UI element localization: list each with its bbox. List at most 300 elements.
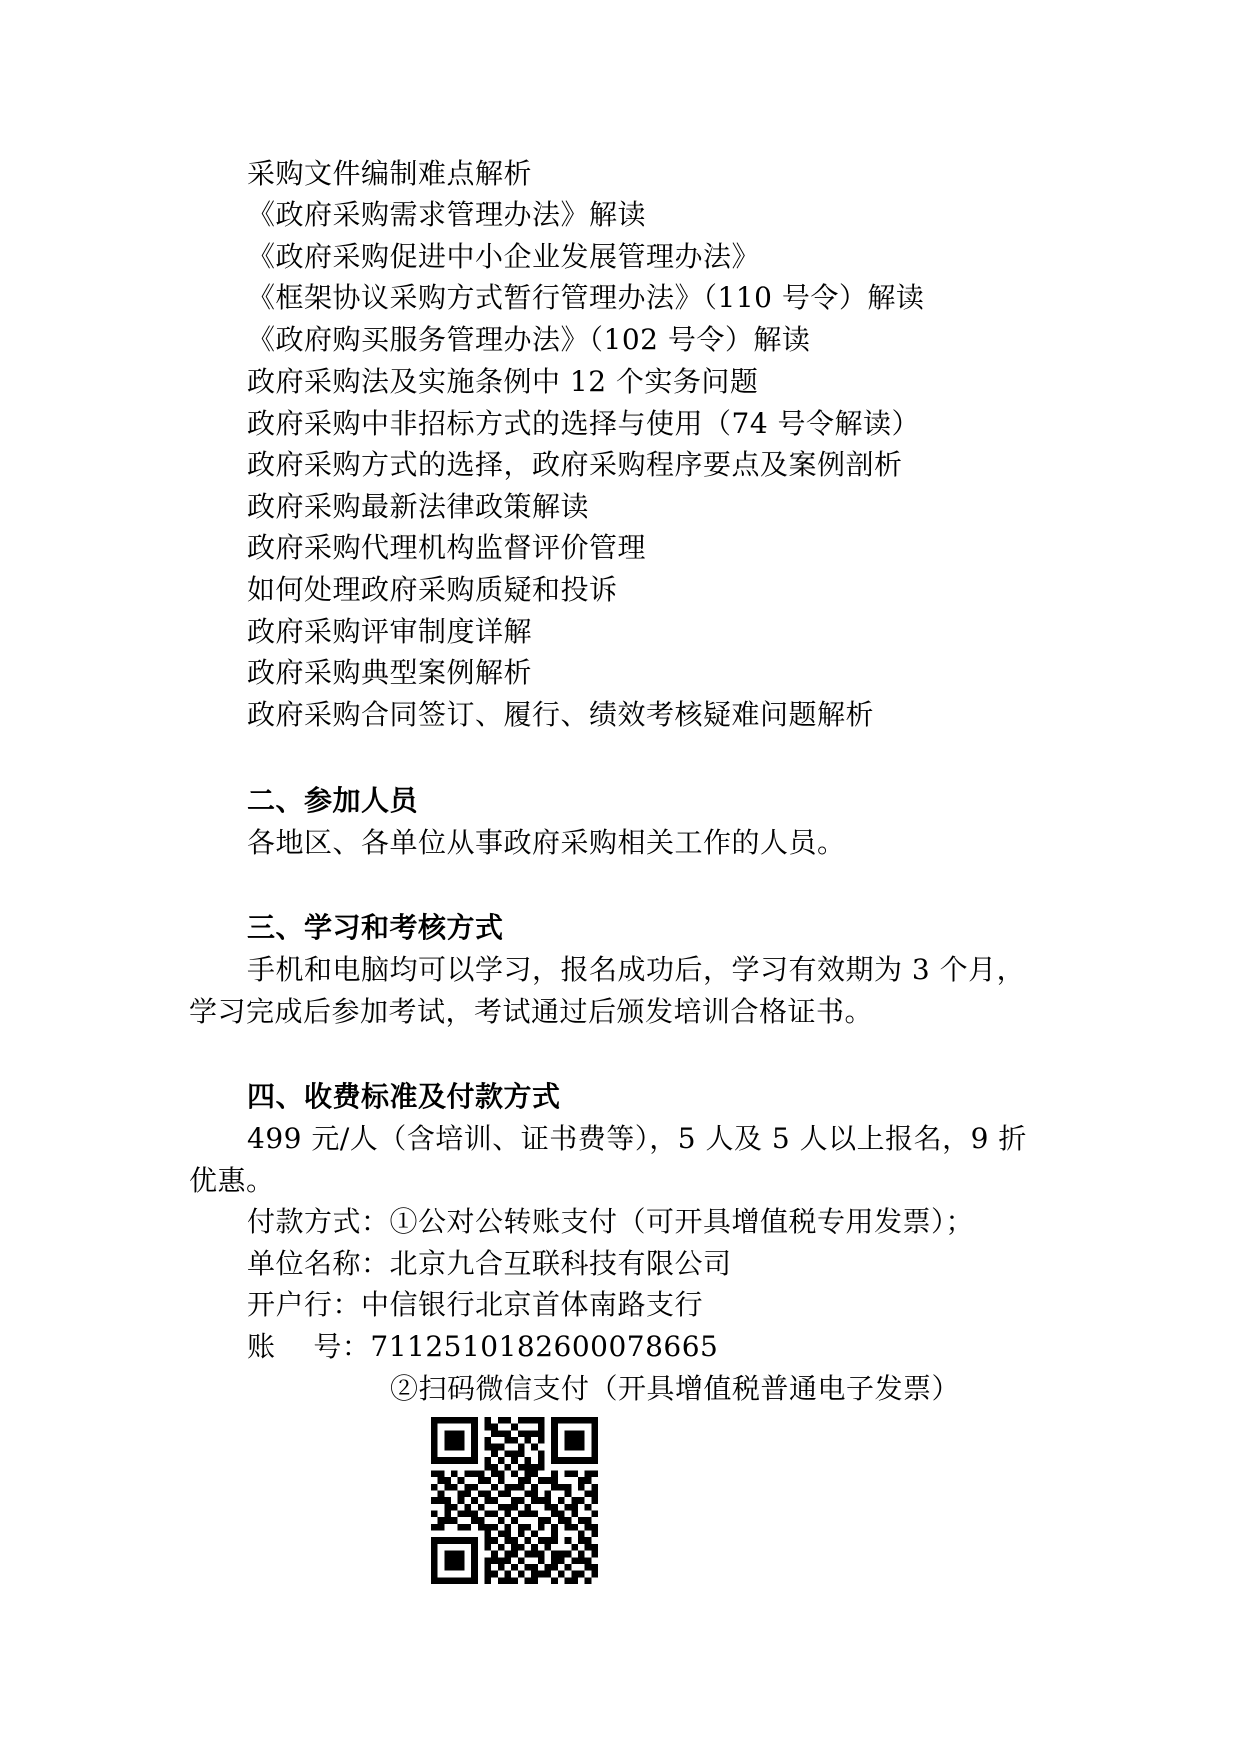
qr-module [478,1517,485,1524]
course-item: 《框架协议采购方式暂行管理办法》（110 号令）解读 [247,281,925,314]
qr-module [571,1457,578,1464]
course-item: 政府采购法及实施条例中 12 个实务问题 [247,365,759,398]
qr-module [504,1571,511,1578]
qr-module [498,1430,505,1437]
qr-module [531,1544,538,1551]
qr-module [558,1497,565,1504]
qr-module [458,1564,465,1571]
qr-module [484,1524,491,1531]
qr-module [585,1517,592,1524]
qr-module [591,1544,598,1551]
qr-module [578,1551,585,1558]
qr-module [464,1417,471,1424]
qr-module [578,1417,585,1424]
section-heading-participants: 二、参加人员 [247,784,419,817]
qr-module [578,1444,585,1451]
qr-module [511,1437,518,1444]
qr-module [571,1544,578,1551]
qr-module [565,1417,572,1424]
qr-module [491,1430,498,1437]
qr-module [518,1524,525,1531]
qr-module [565,1470,572,1477]
qr-module [565,1537,572,1544]
qr-module [438,1477,445,1484]
qr-module [591,1457,598,1464]
qr-module [531,1531,538,1538]
qr-module [578,1477,585,1484]
qr-module [451,1444,458,1451]
course-item: 政府采购中非招标方式的选择与使用（74 号令解读） [247,407,921,440]
qr-module [444,1484,451,1491]
qr-module [585,1504,592,1511]
qr-module [511,1484,518,1491]
qr-module [518,1497,525,1504]
qr-module [558,1417,565,1424]
qr-module [484,1424,491,1431]
company-name: 单位名称：北京九合互联科技有限公司 [247,1247,732,1280]
qr-module [458,1511,465,1518]
qr-module [504,1531,511,1538]
qr-module [565,1564,572,1571]
qr-module [504,1490,511,1497]
qr-module [471,1417,478,1424]
qr-module [565,1430,572,1437]
qr-module [585,1457,592,1464]
qr-module [431,1444,438,1451]
qr-module [571,1470,578,1477]
qr-module [431,1571,438,1578]
qr-module [498,1544,505,1551]
course-item: 《政府购买服务管理办法》（102 号令）解读 [247,323,811,356]
qr-module [565,1457,572,1464]
qr-module [498,1531,505,1538]
qr-module [545,1537,552,1544]
qr-module [525,1437,532,1444]
qr-module [551,1537,558,1544]
qr-module [444,1577,451,1584]
qr-module [538,1517,545,1524]
qr-module [491,1424,498,1431]
bank-name: 开户行：中信银行北京首体南路支行 [247,1288,704,1321]
qr-module [451,1504,458,1511]
qr-module [498,1517,505,1524]
qr-module [504,1551,511,1558]
qr-module [591,1571,598,1578]
qr-module [571,1571,578,1578]
qr-module [565,1437,572,1444]
qr-module [444,1437,451,1444]
qr-module [571,1504,578,1511]
qr-module [484,1464,491,1471]
course-item: 《政府采购促进中小企业发展管理办法》 [247,240,761,273]
qr-module [498,1504,505,1511]
qr-module [585,1477,592,1484]
qr-module [431,1544,438,1551]
qr-module [571,1417,578,1424]
qr-module [525,1417,532,1424]
qr-module [431,1497,438,1504]
qr-module [438,1517,445,1524]
qr-module [531,1577,538,1584]
fee-text-line-1: 499 元/人（含培训、证书费等），5 人及 5 人以上报名，9 折 [247,1122,1027,1155]
qr-module [591,1564,598,1571]
qr-module [438,1577,445,1584]
qr-module [484,1564,491,1571]
qr-module [451,1430,458,1437]
qr-module [451,1457,458,1464]
qr-module [558,1484,565,1491]
qr-module [578,1517,585,1524]
qr-module [451,1417,458,1424]
qr-module [591,1437,598,1444]
qr-module [458,1497,465,1504]
qr-module [585,1470,592,1477]
qr-module [471,1450,478,1457]
qr-module [551,1504,558,1511]
qr-module [484,1477,491,1484]
qr-module [498,1557,505,1564]
qr-module [464,1504,471,1511]
qr-module [511,1450,518,1457]
course-item: 政府采购代理机构监督评价管理 [247,531,647,564]
payment-method-wechat: ②扫码微信支付（开具增值税普通电子发票） [390,1372,961,1405]
qr-module [538,1497,545,1504]
qr-module [451,1470,458,1477]
qr-module [591,1551,598,1558]
qr-module [491,1497,498,1504]
qr-module [551,1430,558,1437]
qr-module [578,1457,585,1464]
qr-module [545,1571,552,1578]
qr-module [511,1457,518,1464]
qr-module [451,1437,458,1444]
qr-module [504,1417,511,1424]
qr-module [444,1430,451,1437]
qr-module [478,1504,485,1511]
qr-module [525,1551,532,1558]
course-item: 政府采购方式的选择，政府采购程序要点及案例剖析 [247,448,903,481]
qr-module [458,1577,465,1584]
course-item: 采购文件编制难点解析 [247,157,533,190]
qr-module [471,1551,478,1558]
qr-module [558,1557,565,1564]
qr-module [464,1524,471,1531]
qr-module [458,1551,465,1558]
course-item: 《政府采购需求管理办法》解读 [247,198,647,231]
qr-module [571,1511,578,1518]
qr-module [558,1457,565,1464]
qr-module [444,1537,451,1544]
qr-module [525,1457,532,1464]
qr-module [545,1504,552,1511]
qr-module [518,1484,525,1491]
qr-module [585,1544,592,1551]
qr-module [464,1484,471,1491]
qr-module [504,1524,511,1531]
qr-module [525,1511,532,1518]
qr-module [458,1490,465,1497]
qr-module [551,1511,558,1518]
qr-module [458,1457,465,1464]
qr-module [471,1537,478,1544]
qr-module [578,1537,585,1544]
qr-module [565,1517,572,1524]
qr-module [531,1571,538,1578]
qr-module [571,1444,578,1451]
qr-module [511,1517,518,1524]
qr-module [591,1531,598,1538]
qr-module [444,1564,451,1571]
qr-module [471,1517,478,1524]
qr-module [558,1571,565,1578]
qr-module [538,1424,545,1431]
qr-module [525,1504,532,1511]
qr-module [431,1557,438,1564]
qr-module [484,1537,491,1544]
qr-module [591,1430,598,1437]
qr-module [565,1484,572,1491]
qr-module [438,1490,445,1497]
qr-module [585,1524,592,1531]
qr-module [518,1450,525,1457]
qr-module [431,1417,438,1424]
qr-module [551,1524,558,1531]
qr-module [431,1551,438,1558]
qr-module [585,1577,592,1584]
qr-module [431,1430,438,1437]
qr-module [578,1484,585,1491]
qr-module [551,1437,558,1444]
qr-module [491,1470,498,1477]
qr-module [551,1424,558,1431]
qr-module [551,1564,558,1571]
qr-module [511,1537,518,1544]
qr-module [531,1490,538,1497]
qr-module [511,1577,518,1584]
qr-module [444,1417,451,1424]
qr-module [504,1484,511,1491]
qr-module [484,1437,491,1444]
qr-module [538,1571,545,1578]
qr-module [438,1537,445,1544]
qr-module [551,1557,558,1564]
qr-module [531,1484,538,1491]
qr-module [491,1557,498,1564]
wechat-pay-qr-code [431,1417,598,1584]
qr-module [578,1497,585,1504]
qr-module [491,1464,498,1471]
qr-module [478,1477,485,1484]
qr-module [518,1464,525,1471]
qr-module [531,1564,538,1571]
qr-module [531,1497,538,1504]
qr-module [585,1537,592,1544]
qr-module [531,1417,538,1424]
qr-module [518,1477,525,1484]
qr-module [591,1490,598,1497]
qr-module [591,1470,598,1477]
qr-module [451,1564,458,1571]
qr-module [471,1511,478,1518]
qr-module [504,1557,511,1564]
qr-module [531,1464,538,1471]
qr-module [471,1497,478,1504]
qr-module [538,1437,545,1444]
qr-module [444,1551,451,1558]
qr-module [571,1524,578,1531]
qr-module [551,1470,558,1477]
qr-module [471,1564,478,1571]
qr-module [471,1457,478,1464]
qr-module [511,1504,518,1511]
qr-module [545,1497,552,1504]
qr-module [471,1470,478,1477]
qr-module [591,1444,598,1451]
qr-module [491,1511,498,1518]
qr-module [431,1564,438,1571]
qr-module [451,1484,458,1491]
qr-module [525,1470,532,1477]
qr-module [484,1444,491,1451]
qr-module [538,1551,545,1558]
qr-module [504,1511,511,1518]
qr-module [498,1444,505,1451]
qr-module [438,1497,445,1504]
qr-module [545,1564,552,1571]
qr-module [511,1470,518,1477]
qr-module [504,1537,511,1544]
account-number: 账 号：7112510182600078665 [247,1330,719,1363]
qr-module [571,1497,578,1504]
qr-module [471,1544,478,1551]
qr-module [525,1464,532,1471]
qr-module [431,1470,438,1477]
qr-module [571,1577,578,1584]
qr-module [538,1464,545,1471]
qr-module [551,1417,558,1424]
qr-module [451,1551,458,1558]
qr-module [591,1417,598,1424]
qr-module [444,1477,451,1484]
qr-module [444,1497,451,1504]
qr-module [531,1470,538,1477]
qr-module [504,1437,511,1444]
fee-text-line-2: 优惠。 [189,1164,275,1197]
qr-module [591,1424,598,1431]
qr-module [578,1557,585,1564]
qr-module [511,1551,518,1558]
qr-module [591,1450,598,1457]
qr-module [551,1531,558,1538]
qr-module [504,1577,511,1584]
qr-module [491,1537,498,1544]
qr-module [578,1437,585,1444]
qr-module [471,1571,478,1578]
qr-module [438,1457,445,1464]
qr-module [578,1531,585,1538]
qr-module [431,1437,438,1444]
qr-module [511,1424,518,1431]
qr-module [518,1444,525,1451]
qr-module [511,1564,518,1571]
qr-module [478,1524,485,1531]
qr-module [571,1557,578,1564]
qr-module [444,1557,451,1564]
qr-module [538,1417,545,1424]
qr-module [484,1490,491,1497]
qr-module [565,1524,572,1531]
qr-module [464,1537,471,1544]
qr-module [458,1557,465,1564]
qr-module [571,1430,578,1437]
qr-module [484,1577,491,1584]
qr-module [525,1577,532,1584]
qr-module [504,1464,511,1471]
qr-module [471,1484,478,1491]
qr-module [504,1504,511,1511]
course-item: 政府采购合同签订、履行、绩效考核疑难问题解析 [247,698,875,731]
qr-module [484,1557,491,1564]
qr-module [538,1537,545,1544]
qr-module [464,1470,471,1477]
qr-module [444,1504,451,1511]
qr-module [518,1544,525,1551]
qr-module [585,1564,592,1571]
qr-module [538,1457,545,1464]
qr-module [458,1430,465,1437]
qr-module [551,1484,558,1491]
qr-module [471,1424,478,1431]
qr-module [444,1457,451,1464]
qr-module [504,1450,511,1457]
qr-module [458,1444,465,1451]
qr-module [578,1430,585,1437]
participants-text: 各地区、各单位从事政府采购相关工作的人员。 [247,826,846,859]
qr-module [498,1490,505,1497]
qr-module [551,1457,558,1464]
qr-module [538,1450,545,1457]
qr-module [444,1517,451,1524]
qr-module [558,1551,565,1558]
qr-module [525,1524,532,1531]
qr-module [431,1457,438,1464]
qr-module [471,1577,478,1584]
qr-module [498,1564,505,1571]
qr-module [431,1577,438,1584]
qr-module [565,1577,572,1584]
qr-module [451,1557,458,1564]
qr-module [464,1490,471,1497]
payment-method-bank-transfer: 付款方式：①公对公转账支付（可开具增值税专用发票）； [247,1205,975,1238]
qr-module [458,1437,465,1444]
qr-module [458,1537,465,1544]
qr-module [491,1450,498,1457]
qr-module [551,1444,558,1451]
qr-module [431,1450,438,1457]
qr-module [538,1557,545,1564]
qr-module [518,1557,525,1564]
qr-module [498,1477,505,1484]
section-heading-fees: 四、收费标准及付款方式 [247,1080,561,1113]
qr-module [491,1551,498,1558]
qr-module [511,1544,518,1551]
qr-module [531,1430,538,1437]
qr-module [498,1577,505,1584]
qr-module [558,1511,565,1518]
qr-module [471,1557,478,1564]
qr-module [478,1490,485,1497]
qr-module [484,1531,491,1538]
